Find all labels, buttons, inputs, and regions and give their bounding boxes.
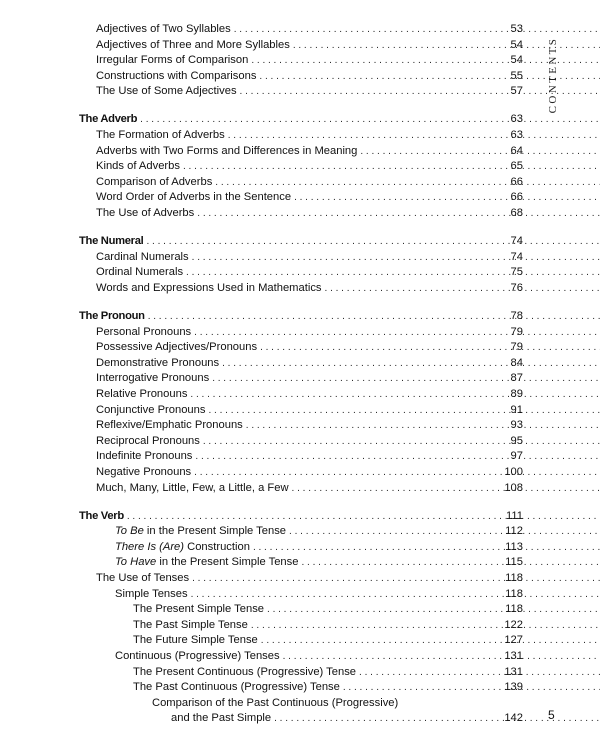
- toc-entry-title: Cardinal Numerals: [96, 250, 189, 263]
- toc-entry-page: 89: [510, 387, 523, 400]
- toc-entry-title: The Past Continuous (Progressive) Tense: [133, 681, 340, 694]
- toc-entry-title: Relative Pronouns: [96, 387, 188, 400]
- toc-entry-title: Constructions with Comparisons: [96, 69, 257, 82]
- toc-group-numeral: [0, 234, 600, 296]
- toc-entry-title-italic: To Have: [115, 556, 157, 569]
- toc-entry-page: 55: [510, 69, 523, 82]
- toc-entry: [0, 281, 600, 297]
- toc-chapter-heading: [0, 509, 600, 525]
- toc-chapter-page: 78: [510, 310, 523, 322]
- toc-entry: [0, 22, 600, 38]
- toc-entry-title-italic: There Is (Are): [115, 540, 185, 553]
- leader-dots: [294, 190, 600, 206]
- toc-entry: [0, 159, 600, 175]
- leader-dots: [234, 22, 600, 38]
- toc-chapter-heading: [0, 309, 600, 325]
- toc-entry: [0, 190, 600, 206]
- toc-entry-title: [115, 540, 253, 556]
- toc-entry: [0, 602, 600, 618]
- toc-entry-page: 68: [510, 207, 523, 220]
- toc-entry: [0, 38, 600, 54]
- toc-entry-page: 87: [510, 372, 523, 385]
- toc-entry: [0, 325, 600, 341]
- toc-entry-title-rest: in the Present Simple Tense: [156, 556, 299, 569]
- leader-dots: [325, 281, 600, 297]
- leader-dots: [146, 234, 600, 250]
- leader-dots: [260, 340, 600, 356]
- toc-entry-page: 79: [510, 325, 523, 338]
- leader-dots: [359, 665, 600, 681]
- leader-dots: [208, 403, 600, 419]
- toc-entry: [0, 465, 600, 481]
- toc-entry-page: 142: [504, 712, 523, 725]
- toc-chapter-title: The Numeral: [79, 235, 144, 248]
- toc-entry-title: and the Past Simple: [171, 712, 272, 725]
- toc-entry-title-italic: To Be: [115, 525, 144, 538]
- toc-entry: [0, 418, 600, 434]
- toc-entry-title: Kinds of Adverbs: [96, 160, 180, 173]
- toc-entry-page: 65: [510, 160, 523, 173]
- toc-entry-first-line: Comparison of the Past Continuous (Progressive): [152, 696, 399, 709]
- toc-entry: [0, 434, 600, 450]
- toc-entry-page: 66: [510, 175, 523, 188]
- toc-entry: [0, 633, 600, 649]
- toc-entry-page: 64: [510, 144, 523, 157]
- toc-group-adverb: [0, 112, 600, 221]
- toc-entry-page: 63: [510, 129, 523, 142]
- toc-entry-page: 84: [510, 356, 523, 369]
- toc-entry-title: [115, 524, 289, 540]
- toc-entry-title: The Present Simple Tense: [133, 603, 265, 616]
- toc-entry: [0, 371, 600, 387]
- toc-entry-page: 97: [510, 450, 523, 463]
- toc-entry-title: The Past Simple Tense: [133, 618, 248, 631]
- leader-dots: [212, 371, 600, 387]
- toc-entry: [0, 555, 600, 571]
- toc-entry-title: The Present Continuous (Progressive) Tense: [133, 665, 357, 678]
- leader-dots: [267, 602, 600, 618]
- leader-dots: [251, 53, 600, 69]
- toc-entry: [0, 69, 600, 85]
- leader-dots: [360, 144, 600, 160]
- toc-entry-page: 93: [510, 419, 523, 432]
- toc-chapter-title: The Pronoun: [79, 310, 145, 322]
- toc-entry-page: 91: [510, 403, 523, 416]
- toc-entry-title: Much, Many, Little, Few, a Little, a Few: [96, 481, 289, 494]
- toc-entry-title: Negative Pronouns: [96, 465, 192, 478]
- leader-dots: [259, 69, 600, 85]
- toc-entry: [0, 587, 600, 603]
- toc-entry-title: Reciprocal Pronouns: [96, 434, 200, 447]
- toc-entry-page: 74: [510, 250, 523, 263]
- toc-entry-title: Simple Tenses: [115, 587, 188, 600]
- toc-chapter-title: The Adverb: [79, 113, 138, 126]
- toc-chapter-page: 63: [510, 113, 523, 126]
- toc-entry-page: 100: [504, 465, 523, 478]
- toc-entry-page: 139: [504, 681, 523, 694]
- leader-dots: [190, 387, 600, 403]
- toc-entry-page: 131: [504, 649, 523, 662]
- toc-entry-page: 122: [504, 618, 523, 631]
- toc-entry: [0, 175, 600, 191]
- toc-entry: [0, 524, 600, 540]
- toc-entry-title: Conjunctive Pronouns: [96, 403, 206, 416]
- toc-entry-title: The Use of Some Adjectives: [96, 85, 237, 98]
- page-number: 5: [548, 708, 555, 722]
- leader-dots: [127, 509, 600, 525]
- toc-entry: [0, 265, 600, 281]
- toc-entry-page: 79: [510, 341, 523, 354]
- leader-dots: [194, 325, 600, 341]
- toc-chapter-page: 74: [510, 235, 523, 248]
- leader-dots: [222, 356, 600, 372]
- leader-dots: [289, 524, 600, 540]
- leader-dots: [215, 175, 600, 191]
- toc-entry-page: 131: [504, 665, 523, 678]
- leader-dots: [301, 555, 600, 571]
- toc-entry: [0, 128, 600, 144]
- toc-entry-page: 57: [510, 85, 523, 98]
- toc-entry: [0, 540, 600, 556]
- leader-dots: [251, 618, 600, 634]
- leader-dots: [283, 649, 600, 665]
- toc-entry-page: 108: [504, 481, 523, 494]
- leader-dots: [191, 587, 600, 603]
- leader-dots: [148, 309, 600, 325]
- toc-entry-title: [115, 555, 301, 571]
- toc-entry-title: The Formation of Adverbs: [96, 129, 225, 142]
- leader-dots: [186, 265, 600, 281]
- toc-entry-page: 118: [505, 587, 523, 600]
- toc-entry: [0, 649, 600, 665]
- toc-group-pronoun: [0, 309, 600, 496]
- toc-chapter-heading: [0, 112, 600, 128]
- toc-entry-page: 76: [510, 281, 523, 294]
- leader-dots: [183, 159, 600, 175]
- leader-dots: [140, 112, 600, 128]
- toc-entry-title-rest: Construction: [184, 540, 250, 553]
- leader-dots: [292, 481, 600, 497]
- toc-entry-title-rest: in the Present Simple Tense: [143, 525, 287, 538]
- toc-entry-page: 118: [505, 603, 523, 616]
- toc-entry-title: Reflexive/Emphatic Pronouns: [96, 419, 243, 432]
- toc-entry: [0, 144, 600, 160]
- toc-entry-title: The Use of Adverbs: [96, 207, 195, 220]
- toc-entry: [0, 711, 600, 727]
- toc-entry-title: Adverbs with Two Forms and Differences in Meaning: [96, 144, 358, 157]
- toc-entry-title: Demonstrative Pronouns: [96, 356, 220, 369]
- toc-entry: [0, 250, 600, 266]
- toc-entry-page: 75: [510, 266, 523, 279]
- toc-entry-page: 53: [510, 23, 523, 35]
- leader-dots: [228, 128, 600, 144]
- leader-dots: [240, 84, 600, 100]
- toc-entry: [0, 665, 600, 681]
- toc-chapter-title: The Verb: [79, 509, 124, 522]
- toc-chapter-page: 111: [505, 509, 523, 522]
- toc-entry-page: 118: [505, 572, 523, 584]
- leader-dots: [293, 38, 600, 54]
- toc-entry: [0, 387, 600, 403]
- toc-entry: [0, 53, 600, 69]
- toc-entry: [0, 356, 600, 372]
- toc-entry: [0, 571, 600, 587]
- leader-dots: [194, 465, 600, 481]
- toc-entry-title: Adjectives of Two Syllables: [96, 23, 231, 35]
- toc-entry-page: 54: [510, 54, 523, 67]
- toc-entry-title: Irregular Forms of Comparison: [96, 54, 249, 67]
- toc-entry-page: 95: [510, 434, 523, 447]
- toc-entry-title: Words and Expressions Used in Mathematics: [96, 281, 322, 294]
- toc-entry-page: 115: [505, 556, 523, 569]
- toc-entry-title: The Future Simple Tense: [133, 634, 258, 647]
- toc-entry-page: 66: [510, 191, 523, 204]
- leader-dots: [246, 418, 600, 434]
- toc-chapter-heading: [0, 234, 600, 250]
- leader-dots: [192, 250, 600, 266]
- toc-entry-title: Interrogative Pronouns: [96, 372, 210, 385]
- toc-group-adjective: [0, 22, 600, 100]
- toc-entry-title: Indefinite Pronouns: [96, 450, 193, 463]
- leader-dots: [195, 449, 600, 465]
- toc-entry: [0, 206, 600, 222]
- toc-entry-title: Possessive Adjectives/Pronouns: [96, 341, 258, 354]
- toc-entry: [0, 449, 600, 465]
- toc-group-verb: [0, 509, 600, 727]
- toc-entry-title: Personal Pronouns: [96, 325, 192, 338]
- table-of-contents: [0, 22, 600, 727]
- running-header-text: CONTENTS: [547, 36, 559, 114]
- leader-dots: [192, 571, 600, 587]
- toc-entry-page: 113: [505, 540, 523, 553]
- toc-entry-title: Continuous (Progressive) Tenses: [115, 649, 280, 662]
- toc-entry-title: Word Order of Adverbs in the Sentence: [96, 191, 292, 204]
- toc-entry-title: Comparison of Adverbs: [96, 175, 213, 188]
- leader-dots: [343, 680, 600, 696]
- toc-entry: [0, 340, 600, 356]
- leader-dots: [197, 206, 600, 222]
- toc-entry-title: The Use of Tenses: [96, 572, 190, 584]
- toc-entry-title: Ordinal Numerals: [96, 266, 184, 279]
- toc-entry: [0, 481, 600, 497]
- toc-entry: [0, 618, 600, 634]
- toc-entry-page: 127: [504, 634, 523, 647]
- toc-entry-page: 54: [510, 38, 523, 51]
- toc-entry: [0, 403, 600, 419]
- toc-entry: [0, 680, 600, 696]
- toc-entry-page: 112: [505, 525, 523, 538]
- toc-entry: [0, 84, 600, 100]
- leader-dots: [261, 633, 600, 649]
- toc-entry-title: Adjectives of Three and More Syllables: [96, 38, 290, 51]
- leader-dots: [203, 434, 600, 450]
- leader-dots: [253, 540, 600, 556]
